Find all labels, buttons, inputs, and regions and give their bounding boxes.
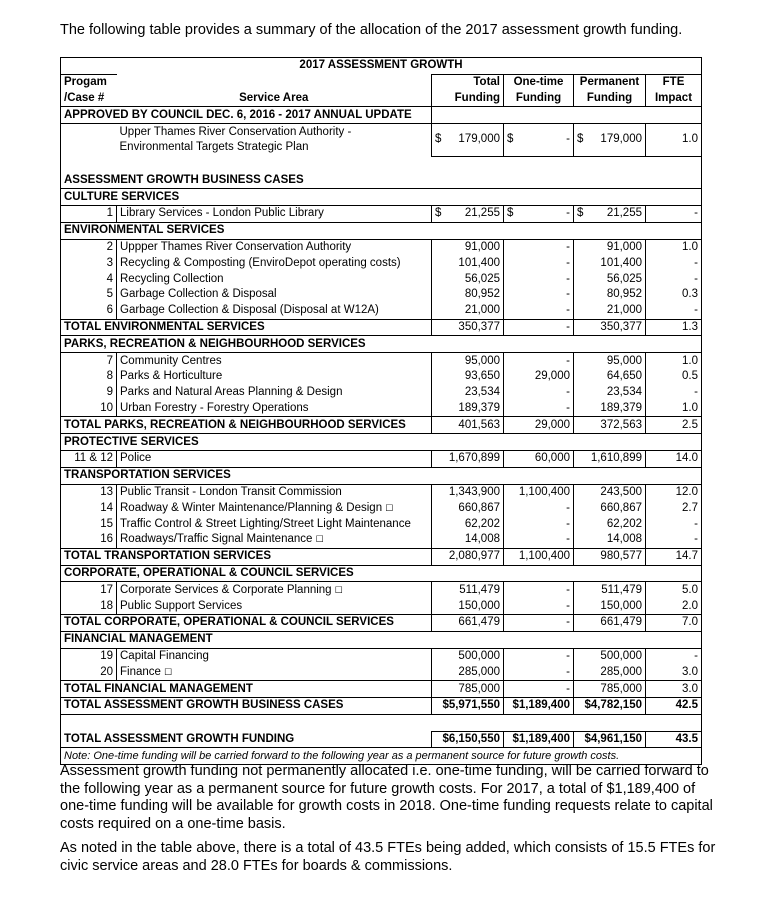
section-heading-row — [61, 467, 702, 484]
service-name-text: Parks & Horticulture — [120, 370, 223, 383]
section-total-funding: 350,377 — [432, 319, 504, 336]
total-funding: 95,000 — [432, 353, 504, 369]
section-total-row — [61, 697, 702, 714]
service-name — [117, 271, 432, 287]
service-name — [117, 255, 432, 271]
onetime-funding: - — [504, 664, 574, 680]
case-number: 20 — [61, 664, 117, 680]
fte-impact: - — [646, 206, 702, 223]
onetime-funding — [504, 206, 574, 223]
section-total-label: TOTAL ASSESSMENT GROWTH BUSINESS CASES — [61, 697, 432, 714]
business-cases-heading: ASSESSMENT GROWTH BUSINESS CASES — [61, 172, 702, 188]
section-heading-row — [61, 565, 702, 582]
permanent-funding — [574, 206, 646, 223]
spacer — [61, 156, 702, 172]
service-name — [117, 369, 432, 385]
amount: - — [566, 133, 570, 146]
fte-impact: - — [646, 648, 702, 664]
table-row — [61, 451, 702, 468]
total-funding: 101,400 — [432, 255, 504, 271]
service-name-text: Public Transit - London Transit Commission — [120, 486, 342, 499]
permanent-funding: 660,867 — [574, 500, 646, 516]
section-onetime-funding: - — [504, 681, 574, 698]
section-total-label: TOTAL FINANCIAL MANAGEMENT — [61, 681, 432, 698]
section-heading-row — [61, 222, 702, 239]
section-total-row — [61, 417, 702, 434]
permanent-funding: 511,479 — [574, 582, 646, 598]
section-total-label: TOTAL TRANSPORTATION SERVICES — [61, 548, 432, 565]
fte-impact: 1.0 — [646, 353, 702, 369]
service-name-text: Capital Financing — [120, 649, 209, 662]
case-number: 14 — [61, 500, 117, 516]
fte-impact: 12.0 — [646, 484, 702, 500]
case-number: 16 — [61, 532, 117, 548]
section-total-funding: 785,000 — [432, 681, 504, 698]
service-name-text: Recycling Collection — [120, 272, 224, 285]
section-onetime-funding: $1,189,400 — [504, 697, 574, 714]
case-number: 10 — [61, 401, 117, 417]
table-title: 2017 ASSESSMENT GROWTH — [61, 58, 702, 75]
assessment-growth-table — [60, 57, 702, 765]
table-row — [61, 287, 702, 303]
section-fte-impact: 7.0 — [646, 615, 702, 632]
section-total-funding: $6,150,550 — [432, 731, 504, 748]
case-number: 19 — [61, 648, 117, 664]
fte-impact: 0.3 — [646, 287, 702, 303]
permanent-funding: 101,400 — [574, 255, 646, 271]
case-number: 9 — [61, 385, 117, 401]
permanent-funding: 243,500 — [574, 484, 646, 500]
section-fte-impact: 1.3 — [646, 319, 702, 336]
section-heading-environmental: ENVIRONMENTAL SERVICES — [61, 222, 702, 239]
service-name — [117, 648, 432, 664]
case-number: 17 — [61, 582, 117, 598]
section-permanent-funding: $4,961,150 — [574, 731, 646, 748]
fte-impact: 3.0 — [646, 664, 702, 680]
case-number: 1 — [61, 206, 117, 223]
section-heading-transportation: TRANSPORTATION SERVICES — [61, 467, 702, 484]
case-number: 6 — [61, 303, 117, 319]
section-heading-row — [61, 631, 702, 648]
section-total-label: TOTAL CORPORATE, OPERATIONAL & COUNCIL SERVICES — [61, 615, 432, 632]
table-row — [61, 664, 702, 680]
section-total-label: TOTAL ENVIRONMENTAL SERVICES — [61, 319, 432, 336]
permanent-funding: 95,000 — [574, 353, 646, 369]
spacer-row — [61, 156, 702, 172]
service-name — [117, 287, 432, 303]
section-permanent-funding: 980,577 — [574, 548, 646, 565]
blank — [574, 107, 646, 124]
service-name — [117, 664, 432, 680]
paragraph-one-time-funding: Assessment growth funding not permanently allocated i.e. one-time funding, will be carried forward to the following year as a permanent source for future growth costs. For 2017, a total of $1,189,400 of one-time funding will be available for growth costs in 2018. One-time funding requests relate to capital costs required on a one-time basis. — [60, 763, 713, 832]
service-name — [117, 532, 432, 548]
table-title-row — [61, 58, 702, 75]
onetime-funding: - — [504, 582, 574, 598]
service-name-text: Traffic Control & Street Lighting/Street Light Maintenance — [120, 517, 411, 530]
header-blank — [117, 74, 432, 90]
fte-impact: 1.0 — [646, 239, 702, 255]
service-name-text: Garbage Collection & Disposal — [120, 288, 277, 301]
header-row — [61, 74, 702, 90]
section-total-label: TOTAL PARKS, RECREATION & NEIGHBOURHOOD SERVICES — [61, 417, 432, 434]
permanent-funding: 80,952 — [574, 287, 646, 303]
fte-impact: - — [646, 271, 702, 287]
approved-service — [117, 124, 432, 157]
case-number: 4 — [61, 271, 117, 287]
service-name-text: Recycling & Composting (EnviroDepot operating costs) — [120, 256, 401, 269]
header-case: /Case # — [61, 91, 117, 107]
table-row — [61, 401, 702, 417]
section-permanent-funding: 661,479 — [574, 615, 646, 632]
onetime-funding: - — [504, 385, 574, 401]
onetime-funding: - — [504, 287, 574, 303]
onetime-funding: - — [504, 303, 574, 319]
service-name — [117, 206, 432, 223]
total-funding: 1,343,900 — [432, 484, 504, 500]
case-number: 2 — [61, 239, 117, 255]
service-name — [117, 582, 432, 598]
total-funding: 189,379 — [432, 401, 504, 417]
header-program: Progam — [61, 74, 117, 90]
permanent-funding: 285,000 — [574, 664, 646, 680]
fte-impact: - — [646, 385, 702, 401]
table-row — [61, 648, 702, 664]
section-heading-row — [61, 434, 702, 451]
total-funding: 56,025 — [432, 271, 504, 287]
onetime-funding: - — [504, 271, 574, 287]
table-row — [61, 255, 702, 271]
header-onetime-2: Funding — [504, 91, 574, 107]
blank — [61, 124, 117, 157]
header-permanent: Permanent — [574, 74, 646, 90]
section-fte-impact: 42.5 — [646, 697, 702, 714]
checkbox-glyph-icon: ☐ — [334, 584, 343, 595]
approved-permanent — [574, 124, 646, 157]
amount: 179,000 — [458, 133, 500, 146]
section-total-funding: 2,080,977 — [432, 548, 504, 565]
table-row — [61, 385, 702, 401]
section-total-funding: 401,563 — [432, 417, 504, 434]
section-onetime-funding: 1,100,400 — [504, 548, 574, 565]
case-number: 15 — [61, 516, 117, 532]
blank — [504, 107, 574, 124]
service-name — [117, 500, 432, 516]
currency-symbol: $ — [435, 133, 442, 146]
service-name-text: Parks and Natural Areas Planning & Design — [120, 386, 343, 399]
service-name-text: Garbage Collection & Disposal (Disposal at W12A) — [120, 304, 379, 317]
section-onetime-funding: - — [504, 319, 574, 336]
total-funding: 1,670,899 — [432, 451, 504, 468]
service-name-text: Library Services - London Public Library — [120, 207, 324, 220]
onetime-funding: - — [504, 239, 574, 255]
permanent-funding: 23,534 — [574, 385, 646, 401]
section-onetime-funding: $1,189,400 — [504, 731, 574, 748]
total-funding: 80,952 — [432, 287, 504, 303]
service-name-text: Roadways/Traffic Signal Maintenance — [120, 533, 313, 546]
section-onetime-funding: 29,000 — [504, 417, 574, 434]
section-heading-corporate: CORPORATE, OPERATIONAL & COUNCIL SERVICES — [61, 565, 702, 582]
intro-text: The following table provides a summary of the allocation of the 2017 assessment growth funding. — [60, 22, 683, 38]
total-funding: 285,000 — [432, 664, 504, 680]
currency-symbol: $ — [435, 207, 442, 220]
case-number: 18 — [61, 598, 117, 614]
service-name-text: Finance — [120, 665, 161, 678]
service-name — [117, 239, 432, 255]
amount: 21,255 — [464, 207, 500, 220]
service-name-text: Urban Forestry - Forestry Operations — [120, 402, 309, 415]
checkbox-glyph-icon: ☐ — [315, 534, 324, 545]
permanent-funding: 150,000 — [574, 598, 646, 614]
section-heading-row — [61, 189, 702, 206]
total-funding: 93,650 — [432, 369, 504, 385]
case-number: 8 — [61, 369, 117, 385]
case-number: 5 — [61, 287, 117, 303]
fte-impact: 1.0 — [646, 401, 702, 417]
approved-heading-row — [61, 107, 702, 124]
section-fte-impact: 14.7 — [646, 548, 702, 565]
service-name — [117, 484, 432, 500]
permanent-funding: 500,000 — [574, 648, 646, 664]
case-number: 11 & 12 — [61, 451, 117, 468]
fte-impact: - — [646, 516, 702, 532]
onetime-funding: - — [504, 516, 574, 532]
fte-impact: - — [646, 303, 702, 319]
case-number: 7 — [61, 353, 117, 369]
total-funding — [432, 206, 504, 223]
total-funding: 91,000 — [432, 239, 504, 255]
total-funding: 511,479 — [432, 582, 504, 598]
service-name — [117, 303, 432, 319]
table-row — [61, 353, 702, 369]
fte-impact: 5.0 — [646, 582, 702, 598]
permanent-funding: 62,202 — [574, 516, 646, 532]
service-name — [117, 516, 432, 532]
header-fte-2: Impact — [646, 91, 702, 107]
permanent-funding: 56,025 — [574, 271, 646, 287]
onetime-funding: - — [504, 648, 574, 664]
section-heading-parks: PARKS, RECREATION & NEIGHBOURHOOD SERVICES — [61, 336, 702, 353]
service-name — [117, 385, 432, 401]
section-total-row — [61, 615, 702, 632]
onetime-funding: - — [504, 353, 574, 369]
header-total: Total — [432, 74, 504, 90]
total-funding: 660,867 — [432, 500, 504, 516]
section-heading-row — [61, 336, 702, 353]
permanent-funding: 91,000 — [574, 239, 646, 255]
checkbox-glyph-icon: ☐ — [164, 666, 173, 677]
approved-total — [432, 124, 504, 157]
section-total-label: TOTAL ASSESSMENT GROWTH FUNDING — [61, 731, 432, 748]
table-row — [61, 369, 702, 385]
blank — [432, 107, 504, 124]
amount: - — [566, 207, 570, 220]
currency-symbol: $ — [577, 207, 584, 220]
approved-onetime — [504, 124, 574, 157]
approved-line1: Upper Thames River Conservation Authority - — [119, 126, 352, 139]
header-fte: FTE — [646, 74, 702, 90]
total-funding: 23,534 — [432, 385, 504, 401]
onetime-funding: 1,100,400 — [504, 484, 574, 500]
permanent-funding: 64,650 — [574, 369, 646, 385]
table-row — [61, 598, 702, 614]
permanent-funding: 21,000 — [574, 303, 646, 319]
table-note: Note: One-time funding will be carried forward to the following year as a permanent source for future growth costs. — [61, 748, 702, 765]
section-total-row — [61, 731, 702, 748]
currency-symbol: $ — [507, 133, 514, 146]
permanent-funding: 189,379 — [574, 401, 646, 417]
approved-heading: APPROVED BY COUNCIL DEC. 6, 2016 - 2017 ANNUAL UPDATE — [61, 107, 432, 124]
checkbox-glyph-icon: ☐ — [385, 502, 394, 513]
service-name-text: Uppper Thames River Conservation Authority — [120, 241, 352, 254]
fte-impact: 0.5 — [646, 369, 702, 385]
header-total-2: Funding — [432, 91, 504, 107]
section-fte-impact: 3.0 — [646, 681, 702, 698]
section-permanent-funding: 350,377 — [574, 319, 646, 336]
header-onetime: One-time — [504, 74, 574, 90]
case-number: 3 — [61, 255, 117, 271]
permanent-funding: 1,610,899 — [574, 451, 646, 468]
service-name — [117, 451, 432, 468]
table-row — [61, 516, 702, 532]
onetime-funding: - — [504, 401, 574, 417]
section-heading-financial: FINANCIAL MANAGEMENT — [61, 631, 702, 648]
currency-symbol: $ — [507, 207, 514, 220]
section-permanent-funding: 785,000 — [574, 681, 646, 698]
fte-impact: 14.0 — [646, 451, 702, 468]
fte-impact: - — [646, 255, 702, 271]
header-row — [61, 91, 702, 107]
onetime-funding: 29,000 — [504, 369, 574, 385]
service-name-text: Community Centres — [120, 354, 222, 367]
currency-symbol: $ — [577, 133, 584, 146]
section-fte-impact: 2.5 — [646, 417, 702, 434]
total-funding: 62,202 — [432, 516, 504, 532]
section-total-row — [61, 548, 702, 565]
table-row — [61, 303, 702, 319]
section-heading-culture: CULTURE SERVICES — [61, 189, 702, 206]
service-name-text: Police — [120, 452, 152, 465]
onetime-funding: 60,000 — [504, 451, 574, 468]
onetime-funding: - — [504, 500, 574, 516]
section-total-row — [61, 319, 702, 336]
fte-impact: 2.0 — [646, 598, 702, 614]
onetime-funding: - — [504, 532, 574, 548]
section-onetime-funding: - — [504, 615, 574, 632]
spacer — [61, 714, 702, 731]
section-heading-row — [61, 172, 702, 188]
section-heading-protective: PROTECTIVE SERVICES — [61, 434, 702, 451]
approved-line2: Environmental Targets Strategic Plan — [119, 141, 309, 154]
table-row — [61, 271, 702, 287]
permanent-funding: 14,008 — [574, 532, 646, 548]
header-service-area: Service Area — [117, 91, 432, 107]
blank — [646, 107, 702, 124]
section-permanent-funding: 372,563 — [574, 417, 646, 434]
amount: 179,000 — [600, 133, 642, 146]
table-row — [61, 582, 702, 598]
section-total-row — [61, 681, 702, 698]
amount: 21,255 — [606, 207, 642, 220]
fte-impact: 2.7 — [646, 500, 702, 516]
approved-fte: 1.0 — [646, 124, 702, 157]
table-row — [61, 532, 702, 548]
section-fte-impact: 43.5 — [646, 731, 702, 748]
total-funding: 21,000 — [432, 303, 504, 319]
table-row — [61, 239, 702, 255]
onetime-funding: - — [504, 598, 574, 614]
service-name — [117, 598, 432, 614]
service-name-text: Roadway & Winter Maintenance/Planning & Design — [120, 501, 383, 514]
table-row — [61, 206, 702, 223]
table-row — [61, 500, 702, 516]
approved-row — [61, 124, 702, 157]
section-total-funding: 661,479 — [432, 615, 504, 632]
service-name-text: Corporate Services & Corporate Planning — [120, 583, 332, 596]
header-permanent-2: Funding — [574, 91, 646, 107]
service-name — [117, 353, 432, 369]
service-name-text: Public Support Services — [120, 599, 243, 612]
total-funding: 150,000 — [432, 598, 504, 614]
spacer-row — [61, 714, 702, 731]
total-funding: 14,008 — [432, 532, 504, 548]
onetime-funding: - — [504, 255, 574, 271]
section-permanent-funding: $4,782,150 — [574, 697, 646, 714]
service-name — [117, 401, 432, 417]
case-number: 13 — [61, 484, 117, 500]
fte-impact: - — [646, 532, 702, 548]
paragraph-fte-summary: As noted in the table above, there is a total of 43.5 FTEs being added, which consists of 15.5 FTEs for civic service areas and 28.0 FTEs for boards & commissions. — [60, 840, 716, 874]
section-total-funding: $5,971,550 — [432, 697, 504, 714]
total-funding: 500,000 — [432, 648, 504, 664]
table-row — [61, 484, 702, 500]
